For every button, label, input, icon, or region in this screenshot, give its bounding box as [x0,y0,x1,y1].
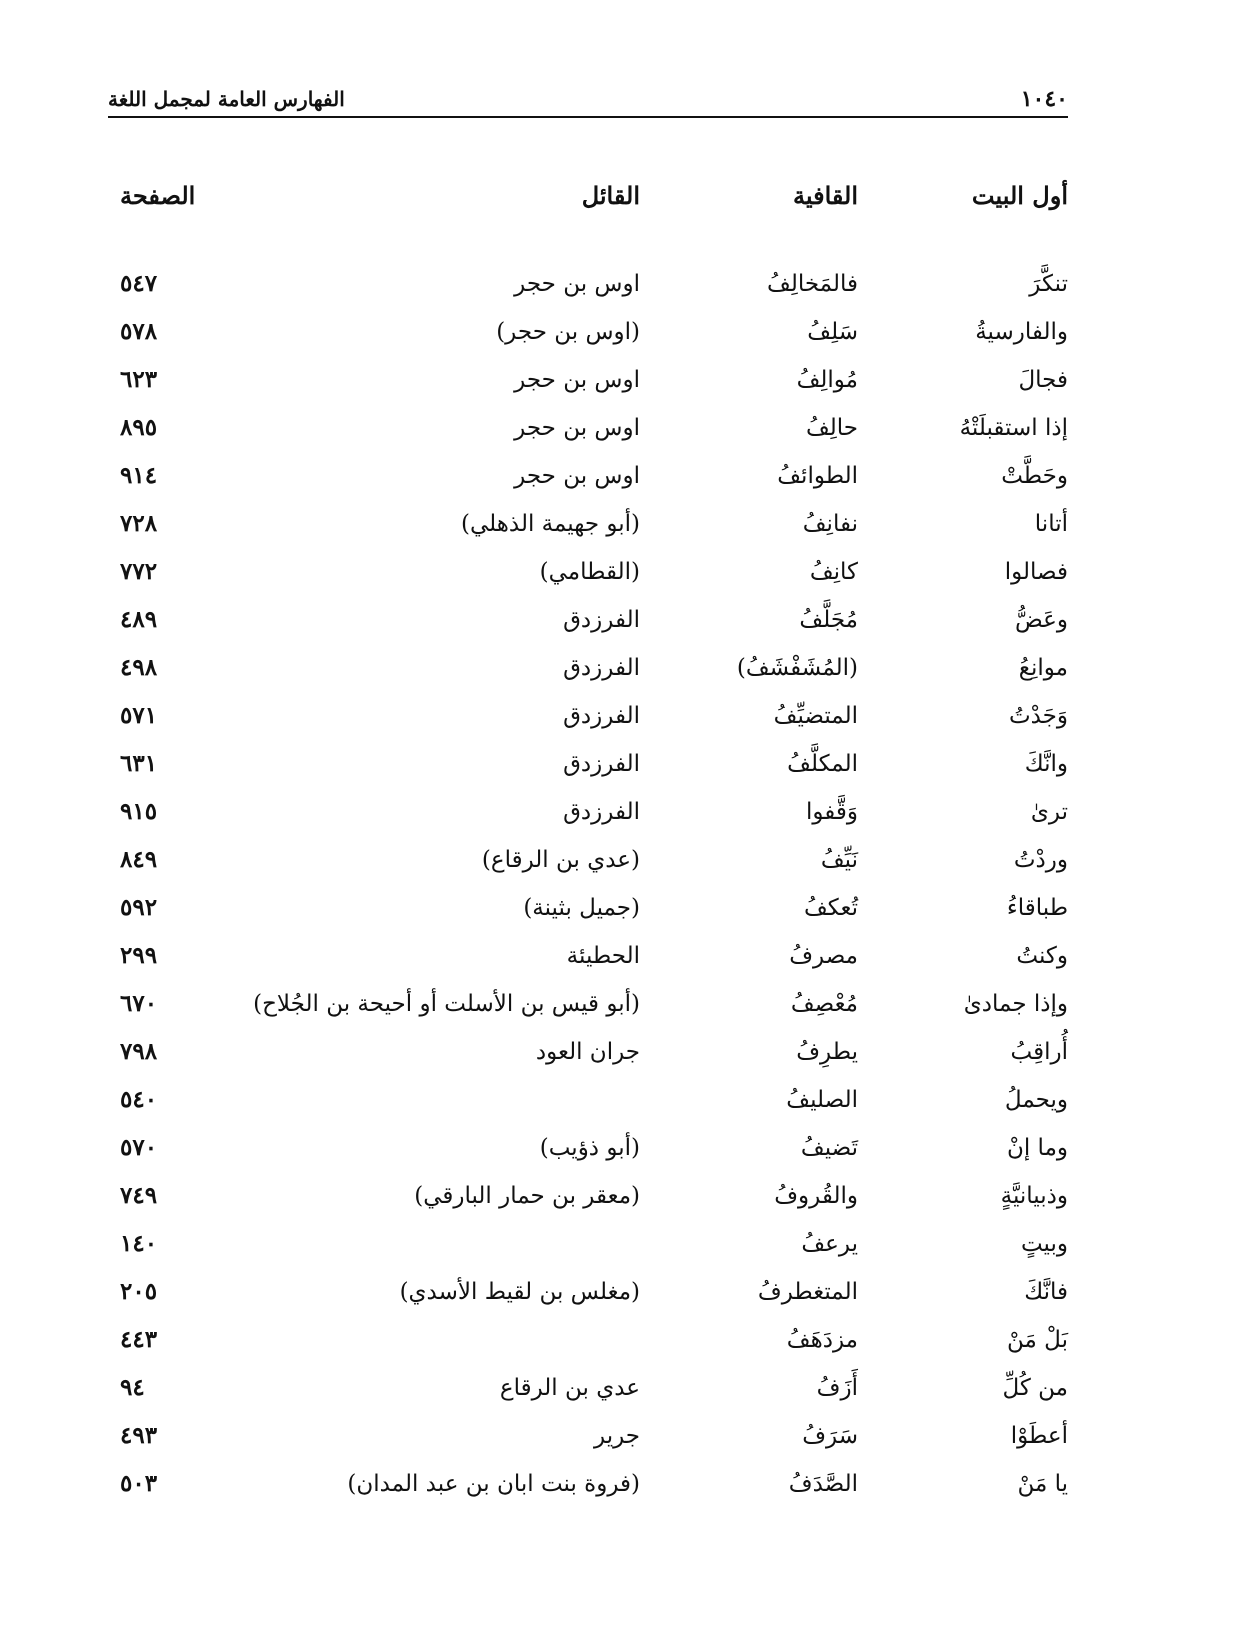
column-header-poet: القائل [581,181,640,210]
table-row [108,696,1068,744]
table-row [108,264,1068,312]
page-number: ١٠٤٠ [1020,86,1068,112]
first-words-cell: أُراقِبُ [1010,1039,1068,1065]
rhyme-cell: فالمَخالِفُ [767,271,858,297]
table-row [108,1128,1068,1176]
page-cell: ٤٩٨ [120,654,158,681]
first-words-cell: أعطَوْا [1010,1423,1068,1449]
table-row [108,408,1068,456]
rhyme-cell: مُجَلَّفُ [799,607,858,633]
rhyme-cell: كانِفُ [809,559,858,585]
poet-cell: (جميل بثينة) [523,895,640,921]
first-words-cell: يا مَنْ [1017,1471,1068,1497]
poet-cell: (القطامي) [539,559,640,585]
page-cell: ٥٤٠ [120,1086,158,1113]
column-header-page: الصفحة [120,181,196,210]
first-words-cell: وما إنْ [1006,1135,1068,1161]
poet-cell: (أبو جهيمة الذهلي) [460,511,640,537]
table-row [108,600,1068,648]
poet-cell: الحطيئة [566,943,640,969]
poet-cell: الفرزدق [563,703,640,729]
poet-cell: اوس بن حجر [514,463,640,489]
rhyme-cell: الطوائفُ [777,463,858,489]
first-words-cell: والفارسيةُ [975,319,1068,345]
rhyme-cell: المتضيِّفُ [773,703,858,729]
rhyme-cell: سَرَفُ [802,1423,858,1449]
first-words-cell: ترىٰ [1030,799,1068,825]
table-row [108,1032,1068,1080]
poet-cell: الفرزدق [563,607,640,633]
page-cell: ٧٧٢ [120,558,158,585]
poet-cell: اوس بن حجر [514,415,640,441]
first-words-cell: وعَضُّ [1014,607,1068,633]
table-row [108,1176,1068,1224]
rhyme-cell: تُعكفُ [803,895,858,921]
rhyme-cell: الصَّدَفُ [788,1471,858,1497]
page-cell: ٦٣١ [120,750,158,777]
verse-index-table [108,176,1068,1512]
first-words-cell: وردْتُ [1013,847,1068,873]
running-head-title: الفهارس العامة لمجمل اللغة [108,87,345,111]
rhyme-cell: المتغطرفُ [757,1279,858,1305]
first-words-cell: بَلْ مَنْ [1007,1327,1068,1353]
page-cell: ٢٠٥ [120,1278,158,1305]
first-words-cell: فانَّكَ [1024,1279,1068,1305]
page-cell: ٤٤٣ [120,1326,158,1353]
table-row [108,936,1068,984]
table-row [108,456,1068,504]
page-cell: ١٤٠ [120,1230,158,1257]
page-cell: ٩١٥ [120,798,158,825]
page-cell: ٥٤٧ [120,270,158,297]
first-words-cell: أتانا [1034,511,1068,537]
table-row [108,792,1068,840]
table-row [108,1464,1068,1512]
page-cell: ٨٩٥ [120,414,158,441]
first-words-cell: وبيتٍ [1020,1231,1068,1257]
rhyme-cell: يطرِفُ [796,1039,858,1065]
first-words-cell: تنكَّرَ [1029,271,1068,297]
page-cell: ٢٩٩ [120,942,158,969]
table-row [108,552,1068,600]
page-cell: ٦٧٠ [120,990,158,1017]
poet-cell: اوس بن حجر [514,367,640,393]
page-cell: ٥٩٢ [120,894,158,921]
poet-cell: (مغلس بن لقيط الأسدي) [399,1279,640,1305]
poet-cell: عدي بن الرقاع [499,1375,640,1401]
poet-cell: (أبو ذؤيب) [539,1135,640,1161]
page-cell: ٤٩٣ [120,1422,158,1449]
table-row [108,504,1068,552]
rhyme-cell: يرعفُ [801,1231,858,1257]
page-cell: ٧٢٨ [120,510,158,537]
poet-cell: الفرزدق [563,799,640,825]
rhyme-cell: أَزَفُ [816,1375,858,1401]
page-cell: ٥٧٨ [120,318,158,345]
table-row [108,1416,1068,1464]
table-row [108,1224,1068,1272]
poet-cell: (عدي بن الرقاع) [481,847,640,873]
page-cell: ٥٠٣ [120,1470,158,1497]
rhyme-cell: مُوالِفُ [796,367,858,393]
first-words-cell: وَجَدْتُ [1008,703,1068,729]
rhyme-cell: المكلَّفُ [787,751,858,777]
table-row [108,744,1068,792]
page-cell: ٦٢٣ [120,366,158,393]
page-cell: ٩٤ [120,1374,145,1401]
rhyme-cell: نفانِفُ [802,511,858,537]
poet-cell: (أبو قيس بن الأسلت أو أحيحة بن الجُلاح) [253,991,640,1017]
first-words-cell: طباقاءُ [1006,895,1068,921]
rhyme-cell: سَلِفُ [807,319,858,345]
rhyme-cell: مزدَهَفُ [786,1327,858,1353]
rhyme-cell: وَقَّفوا [805,799,858,825]
poet-cell: جرير [594,1423,640,1449]
table-row [108,1080,1068,1128]
poet-cell: (معقر بن حمار البارقي) [414,1183,640,1209]
first-words-cell: فجالَ [1018,367,1068,393]
table-row [108,1320,1068,1368]
page-cell: ٥٧٠ [120,1134,158,1161]
running-head [108,84,1068,116]
column-header-first-words: أول البيت [971,181,1068,210]
page-cell: ٧٩٨ [120,1038,158,1065]
first-words-cell: فصالوا [1004,559,1068,585]
first-words-cell: وحَطَّتْ [1001,463,1068,489]
rhyme-cell: مصرفُ [789,943,858,969]
poet-cell: (اوس بن حجر) [496,319,640,345]
table-row [108,888,1068,936]
first-words-cell: وذبيانيَّةٍ [1000,1183,1068,1209]
rhyme-cell: تَضيفُ [800,1135,858,1161]
rhyme-cell: نَيِّفُ [820,847,858,873]
rhyme-cell: (المُشَفْشَفُ) [736,655,858,681]
page-cell: ٤٨٩ [120,606,158,633]
table-row [108,312,1068,360]
table-row [108,1368,1068,1416]
header-rule [108,116,1068,118]
first-words-cell: إذا استقبلَتْهُ [959,415,1068,441]
poet-cell: اوس بن حجر [514,271,640,297]
poet-cell: (فروة بنت ابان بن عبد المدان) [347,1471,640,1497]
poet-cell: الفرزدق [563,655,640,681]
rhyme-cell: والقُروفُ [774,1183,858,1209]
table-header-row [108,176,1068,264]
table-row [108,1272,1068,1320]
page-cell: ٧٤٩ [120,1182,158,1209]
first-words-cell: وانَّكَ [1024,751,1068,777]
first-words-cell: وكنتُ [1016,943,1068,969]
rhyme-cell: حالِفُ [805,415,858,441]
column-header-rhyme: القافية [792,181,858,210]
poet-cell: جران العود [535,1039,640,1065]
page-cell: ٥٧١ [120,702,158,729]
table-row [108,984,1068,1032]
first-words-cell: وإذا جمادىٰ [963,991,1068,1017]
first-words-cell: من كُلِّ [1002,1375,1068,1401]
first-words-cell: ويحملُ [1004,1087,1068,1113]
page-cell: ٨٤٩ [120,846,158,873]
table-row [108,360,1068,408]
rhyme-cell: الصليفُ [786,1087,858,1113]
first-words-cell: موانِعُ [1018,655,1068,681]
poet-cell: الفرزدق [563,751,640,777]
table-row [108,840,1068,888]
table-row [108,648,1068,696]
rhyme-cell: مُعْصِفُ [790,991,858,1017]
page-cell: ٩١٤ [120,462,158,489]
